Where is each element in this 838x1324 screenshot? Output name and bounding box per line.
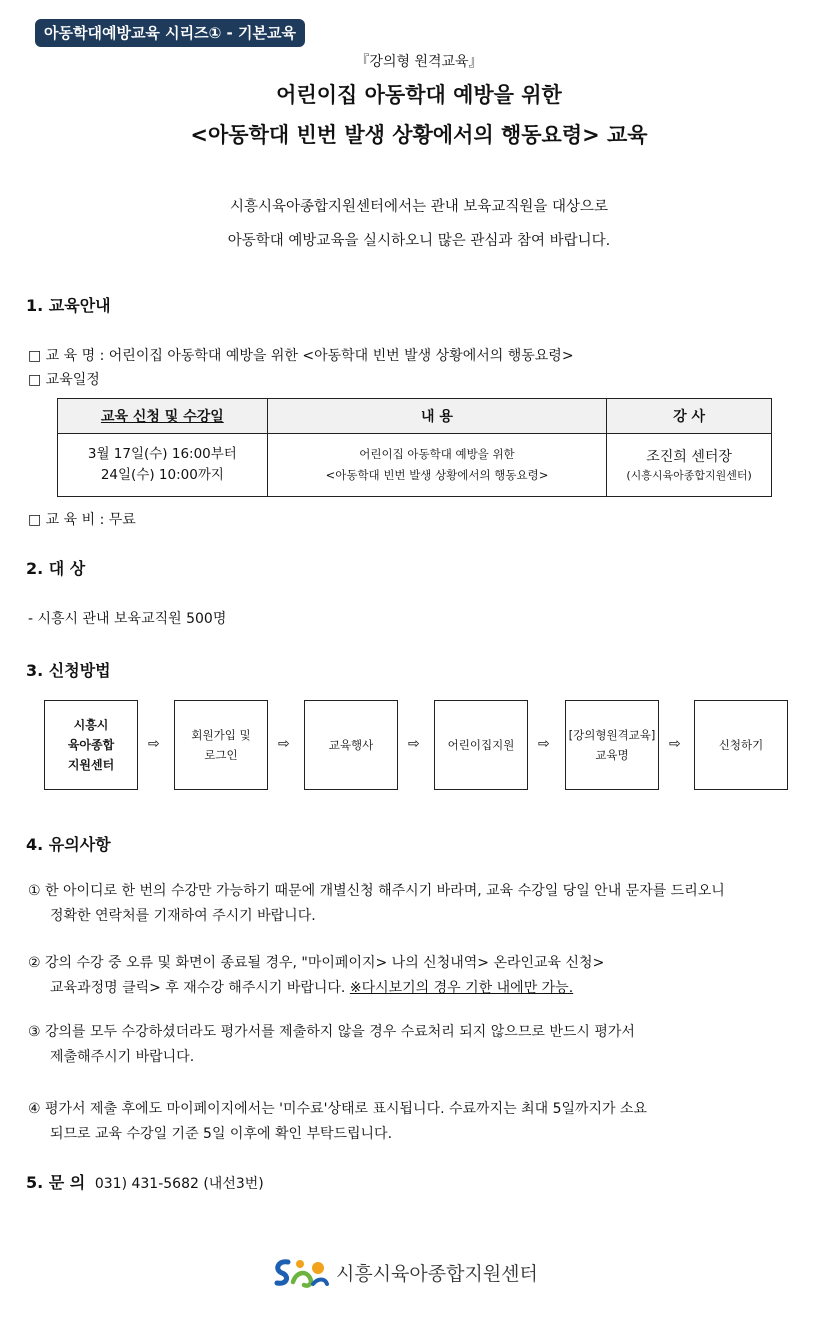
flow-arrow-icon: ⇨: [148, 736, 160, 752]
table-header-date: 교육 신청 및 수강일: [58, 399, 268, 434]
note-1: [28, 879, 725, 929]
section5-heading: 5. 문 의: [26, 1173, 86, 1192]
flow-step-text: 교육명: [595, 748, 629, 762]
note-3-line2: 제출해주시기 바랍니다.: [50, 1049, 195, 1065]
flow-step-text: 회원가입 및: [191, 728, 251, 742]
flow-step-text: [강의형원격교육]: [568, 728, 656, 742]
note-2-line2: 교육과정명 클릭> 후 재수강 해주시기 바랍니다.: [50, 980, 346, 996]
schedule-table: [57, 398, 772, 497]
flow-step-text: 신청하기: [718, 738, 764, 752]
section1-heading: 1. 교육안내: [26, 296, 111, 315]
table-header-content: 내 용: [267, 399, 606, 434]
table-header-row: [58, 399, 772, 434]
course-name: □ 교 육 명 : 어린이집 아동학대 예방을 위한 <아동학대 빈번 발생 상황에서의 행동요령>: [28, 348, 574, 364]
instructor-cell: [607, 434, 772, 497]
target-line: - 시흥시 관내 보육교직원 500명: [28, 611, 227, 627]
date-line2: 24일(수) 10:00까지: [100, 467, 224, 483]
subtitle: 『강의형 원격교육』: [355, 54, 483, 70]
note-2: [28, 951, 604, 1001]
instructor-org: (시흥시육아종합지원센터): [626, 468, 752, 482]
flow-step-text: 지원센터: [67, 758, 115, 772]
note-1-line2: 정확한 연락처를 기재하여 주시기 바랍니다.: [50, 908, 316, 924]
table-row: [58, 434, 772, 497]
note-4-line1: ④ 평가서 제출 후에도 마이페이지에서는 '미수료'상태로 표시됩니다. 수료까지는 최대 5일까지가 소요: [28, 1101, 648, 1117]
instructor-name: 조진희 센터장: [646, 448, 732, 465]
note-1-line1: ① 한 아이디로 한 번의 수강만 가능하기 때문에 개별신청 해주시기 바라며, 교육 수강일 당일 안내 문자를 드리오니: [28, 883, 725, 899]
section3-heading: 3. 신청방법: [26, 661, 111, 680]
flow-step-signup: [174, 700, 268, 790]
schedule-label: □ 교육일정: [28, 372, 100, 388]
table-header-instructor: 강 사: [607, 399, 772, 434]
flow-step-daycare-support: [434, 700, 528, 790]
flow-arrow-icon: ⇨: [669, 736, 681, 752]
flow-step-text: 육아종합: [67, 738, 115, 752]
note-4: [28, 1097, 647, 1147]
note-3: [28, 1020, 635, 1070]
flow-step-text: 어린이집지원: [447, 738, 515, 752]
footer-logo: [272, 1254, 538, 1290]
flow-step-course: [565, 700, 659, 790]
org-logo-icon: [272, 1254, 330, 1290]
note-4-line2: 되므로 교육 수강일 기준 5일 이후에 확인 부탁드립니다.: [50, 1126, 393, 1142]
flow-arrow-icon: ⇨: [278, 736, 290, 752]
note-2-line1: ② 강의 수강 중 오류 및 화면이 종료될 경우, "마이페이지> 나의 신청내역> 온라인교육 신청>: [28, 955, 605, 971]
intro-line1: 시흥시육아종합지원센터에서는 관내 보육교직원을 대상으로: [229, 199, 608, 215]
section4-heading: 4. 유의사항: [26, 835, 111, 854]
content-line1: 어린이집 아동학대 예방을 위한: [359, 447, 515, 461]
page-title-line2: <아동학대 빈번 발생 상황에서의 행동요령> 교육: [190, 123, 648, 147]
fee-line: □ 교 육 비 : 무료: [28, 512, 136, 528]
date-cell: [58, 434, 268, 497]
series-badge: 아동학대예방교육 시리즈① - 기본교육: [35, 19, 305, 47]
note-3-line1: ③ 강의를 모두 수강하셨더라도 평가서를 제출하지 않을 경우 수료처리 되지 않으므로 반드시 평가서: [28, 1024, 635, 1040]
flow-arrow-icon: ⇨: [408, 736, 420, 752]
section2-heading: 2. 대 상: [26, 559, 86, 578]
flow-arrow-icon: ⇨: [538, 736, 550, 752]
note-2-underlined: ※다시보기의 경우 기한 내에만 가능.: [349, 980, 574, 996]
content-line2: <아동학대 빈번 발생 상황에서의 행동요령>: [325, 468, 549, 482]
section5: [26, 1170, 264, 1193]
flow-step-text: 시흥시: [73, 718, 109, 732]
flow-step-text: 로그인: [204, 748, 238, 762]
flow-step-events: [304, 700, 398, 790]
flow-step-center: [44, 700, 138, 790]
flow-step-apply: [694, 700, 788, 790]
date-line1: 3월 17일(수) 16:00부터: [87, 446, 237, 462]
intro-line2: 아동학대 예방교육을 실시하오니 많은 관심과 참여 바랍니다.: [227, 233, 611, 249]
contact-phone: 031) 431-5682 (내선3번): [94, 1176, 264, 1192]
content-cell: [267, 434, 606, 497]
org-name: 시흥시육아종합지원센터: [336, 1262, 538, 1285]
page-title-line1: 어린이집 아동학대 예방을 위한: [276, 83, 562, 107]
flow-step-text: 교육행사: [328, 738, 374, 752]
